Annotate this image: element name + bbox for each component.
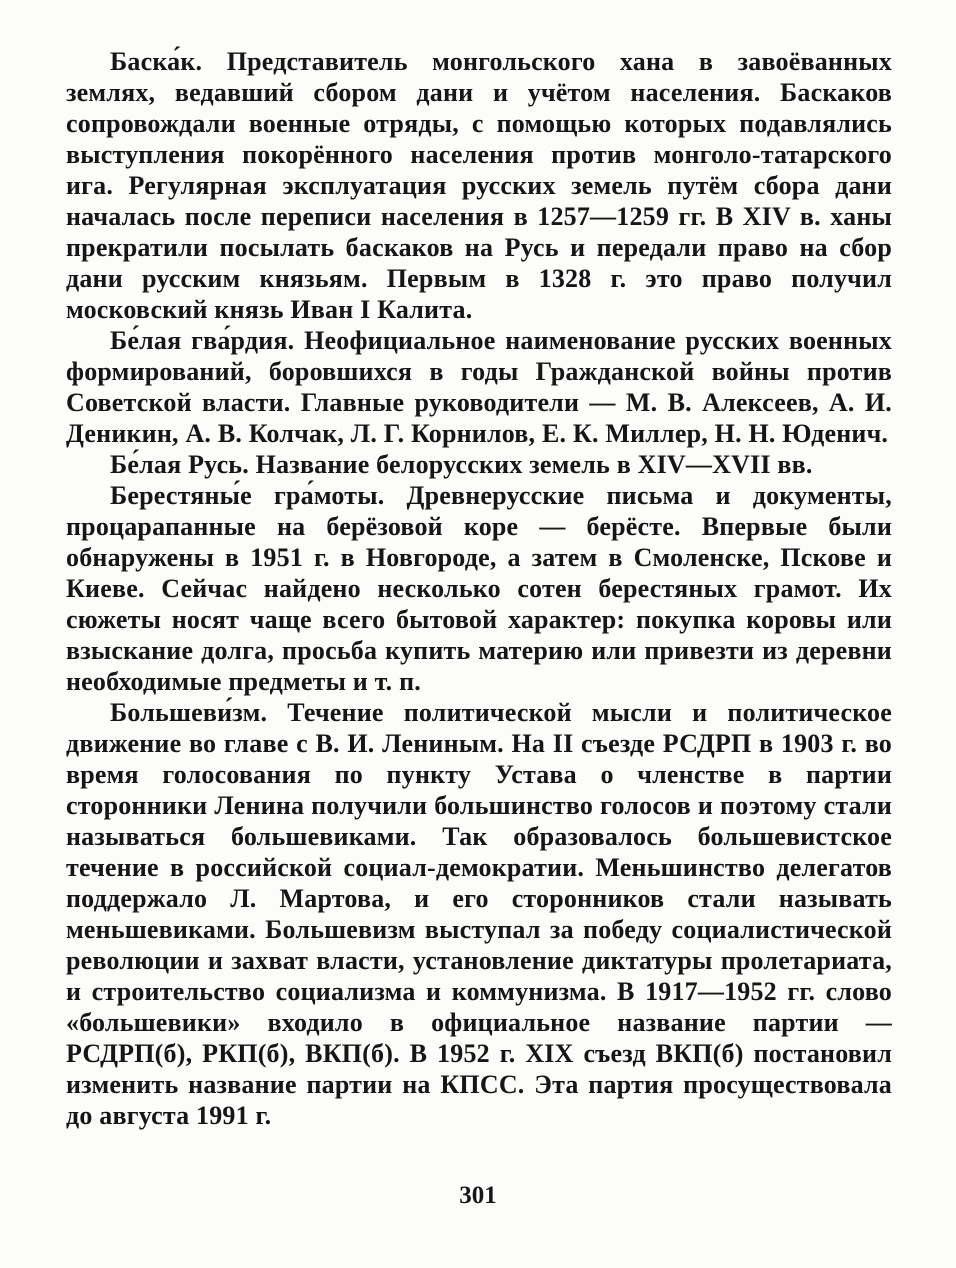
entry-body: Неофициальное наименование русских военных формирований, боровшихся в годы Гражданской войны против Советской власти. Главные руководители — М. В. Алексеев, А. И. Деникин, А. В. Колчак, Л. Г. Корнилов, Е. К. Миллер, Н. Н. Юденич. — [66, 326, 892, 448]
entry-bolshevizm — [66, 697, 892, 1131]
entry-body: Древнерусские письма и документы, процарапанные на берёзовой коре — берёсте. Впервые были обнаружены в 1951 г. в Новгороде, а затем в Смоленске, Пскове и Киеве. Сейчас найдено несколько сотен берестяных грамот. Их сюжеты носят чаще всего бытовой характер: покупка коровы или взыскание долга, просьба купить материю или привезти из деревни необходимые предметы и т. п. — [66, 481, 892, 696]
entry-body: Представитель монгольского хана в завоёванных землях, ведавший сбором дани и учётом населения. Баскаков сопровождали военные отряды, с помощью которых подавлялись выступления покорённого населения против монголо-татарского ига. Регулярная эксплуатация русских земель путём сбора дани началась после переписи населения в 1257—1259 гг. В XIV в. ханы прекратили посылать баскаков на Русь и передали право на сбор дани русским князьям. Первым в 1328 г. это право получил московский князь Иван I Калита. — [66, 47, 892, 324]
page-number: 301 — [459, 1182, 497, 1209]
entry-baskak — [66, 46, 892, 325]
entry-belaya-gvardiya — [66, 325, 892, 449]
entry-belaya-rus — [66, 449, 892, 480]
entry-term: Бе́лая гва́рдия. — [110, 326, 295, 355]
entry-term: Большеви́зм. — [110, 698, 268, 727]
entry-berestyanye-gramoty — [66, 480, 892, 697]
entry-body: Течение политической мысли и политическое движение во главе с В. И. Лениным. На II съезде РСДРП в 1903 г. во время голосования по пункту Устава о членстве в партии сторонники Ленина получили большинство голосов и поэтому стали называться большевиками. Так образовалось большевистское течение в российской социал-демократии. Меньшинство делегатов поддержало Л. Мартова, и его сторонников стали называть меньшевиками. Большевизм выступал за победу социалистической революции и захват власти, установление диктатуры пролетариата, и строительство социализма и коммунизма. В 1917—1952 гг. слово «большевики» входило в официальное название партии — РСДРП(б), РКП(б), ВКП(б). В 1952 г. XIX съезд ВКП(б) постановил изменить название партии на КПСС. Эта партия просуществовала до августа 1991 г. — [66, 698, 892, 1130]
entry-term: Берестяны́е гра́моты. — [110, 481, 385, 510]
entry-term: Баска́к. — [110, 47, 203, 76]
text-block — [66, 46, 892, 1131]
entry-body: Название белорусских земель в XIV—XVII вв. — [248, 450, 813, 479]
entry-term: Бе́лая Русь. — [110, 450, 249, 479]
